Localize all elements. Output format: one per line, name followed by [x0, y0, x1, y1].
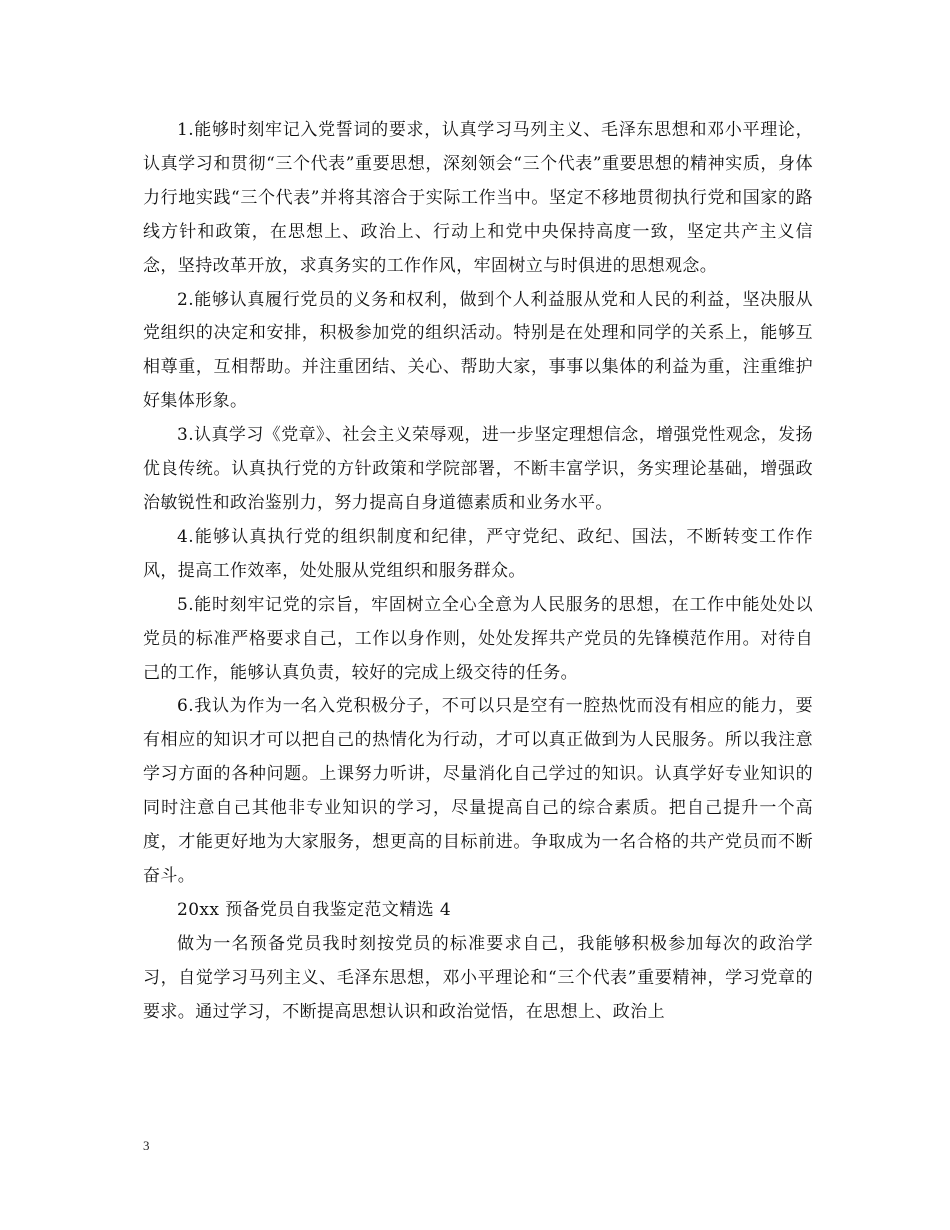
- document-body: [143, 114, 813, 1029]
- section-heading: 20xx 预备党员自我鉴定范文精选 4: [177, 899, 452, 920]
- paragraph-section-4: 做为一名预备党员我时刻按党员的标准要求自己，我能够积极参加每次的政治学习，自觉学习马列主义、毛泽东思想，邓小平理论和“三个代表”重要精神，学习党章的要求。通过学习，不断提高思想认识和政治觉悟，在思想上、政治上: [143, 933, 813, 1022]
- paragraph-item-5: 5.能时刻牢记党的宗旨，牢固树立全心全意为人民服务的思想，在工作中能处处以党员的标准严格要求自己，工作以身作则，处处发挥共产党员的先锋模范作用。对待自己的工作，能够认真负责，较好的完成上级交待的任务。: [143, 594, 813, 683]
- paragraph-item-1: 1.能够时刻牢记入党誓词的要求，认真学习马列主义、毛泽东思想和邓小平理论，认真学习和贯彻“三个代表”重要思想，深刻领会“三个代表”重要思想的精神实质，身体力行地实践“三个代表”并将其溶合于实际工作当中。坚定不移地贯彻执行党和国家的路线方针和政策，在思想上、政治上、行动上和党中央保持高度一致，坚定共产主义信念，坚持改革开放，求真务实的工作作风，牢固树立与时俱进的思想观念。: [143, 120, 813, 276]
- paragraph-item-4: 4.能够认真执行党的组织制度和纪律，严守党纪、政纪、国法，不断转变工作作风，提高工作效率，处处服从党组织和服务群众。: [143, 526, 813, 581]
- page-number: 3: [143, 1138, 150, 1153]
- paragraph-item-2: 2.能够认真履行党员的义务和权利，做到个人利益服从党和人民的利益，坚决服从党组织的决定和安排，积极参加党的组织活动。特别是在处理和同学的关系上，能够互相尊重，互相帮助。并注重团结、关心、帮助大家，事事以集体的利益为重，注重维护好集体形象。: [143, 289, 813, 412]
- paragraph-item-6: 6.我认为作为一名入党积极分子，不可以只是空有一腔热忱而没有相应的能力，要有相应的知识才可以把自己的热情化为行动，才可以真正做到为人民服务。所以我注意学习方面的各种问题。上课努力听讲，尽量消化自己学过的知识。认真学好专业知识的同时注意自己其他非专业知识的学习，尽量提高自己的综合素质。把自己提升一个高度，才能更好地为大家服务，想更高的目标前进。争取成为一名合格的共产党员而不断奋斗。: [143, 696, 813, 886]
- paragraph-item-3: 3.认真学习《党章》、社会主义荣辱观，进一步坚定理想信念，增强党性观念，发扬优良传统。认真执行党的方针政策和学院部署，不断丰富学识，务实理论基础，增强政治敏锐性和政治鉴别力，努力提高自身道德素质和业务水平。: [143, 425, 813, 513]
